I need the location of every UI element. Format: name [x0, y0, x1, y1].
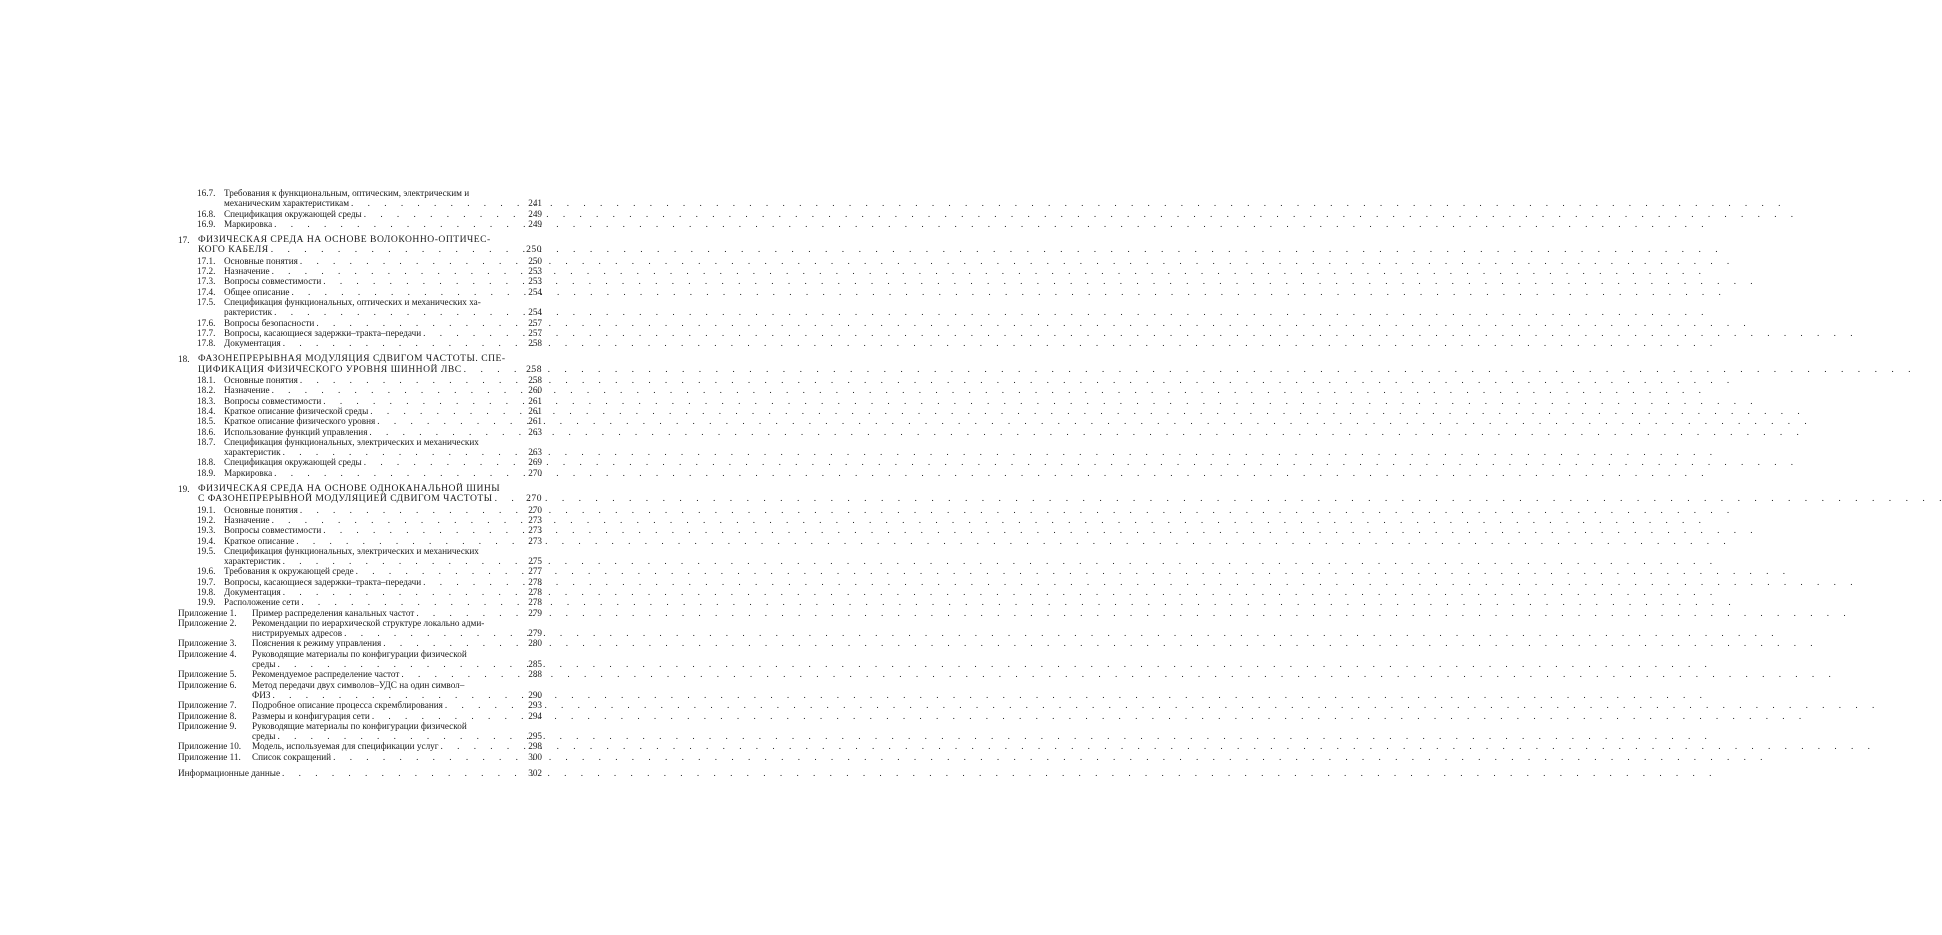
dot-leader — [270, 515, 524, 525]
page-number: 285 — [528, 659, 542, 670]
page-number: 302 — [528, 768, 542, 779]
entry-number: 17.1. — [197, 255, 216, 266]
toc-entry — [178, 297, 542, 318]
toc-entry — [178, 318, 542, 328]
toc-appendix-entry — [178, 721, 542, 742]
toc-line — [197, 437, 542, 447]
toc-appendix-entry — [178, 638, 542, 648]
entry-title: Назначение — [224, 514, 270, 525]
entry-number: 19.9. — [197, 597, 216, 608]
toc-line — [197, 525, 542, 535]
table-of-contents — [178, 188, 542, 778]
dot-leader — [272, 307, 524, 317]
toc-line — [178, 752, 542, 762]
page-number: 278 — [528, 586, 542, 597]
entry-number: Приложение 11. — [178, 751, 241, 762]
entry-title-continuation: характеристик — [224, 447, 281, 458]
dot-leader — [272, 468, 524, 478]
toc-line — [178, 741, 542, 751]
entry-title: Общее описание — [224, 286, 290, 297]
entry-title: Маркировка — [224, 467, 273, 478]
toc-appendix-entry — [178, 711, 542, 721]
entry-number: 18.3. — [197, 395, 216, 406]
toc-line — [197, 375, 542, 385]
entry-number: 18.5. — [197, 416, 216, 427]
toc-line — [197, 266, 542, 276]
dot-leader — [381, 638, 524, 648]
page-number: 253 — [528, 276, 542, 287]
entry-title: Требования к функциональным, оптическим, электрическим и — [224, 188, 470, 198]
entry-number: Приложение 6. — [178, 679, 237, 690]
page-number: 270 — [528, 467, 542, 478]
entry-title: Документация — [224, 338, 281, 349]
toc-line-continuation — [197, 447, 542, 457]
entry-number: 19.4. — [197, 535, 216, 546]
page-number: 249 — [528, 208, 542, 219]
entry-number: 19.7. — [197, 576, 216, 587]
toc-line — [178, 649, 542, 659]
toc-line — [197, 566, 542, 576]
toc-entry — [178, 406, 542, 416]
toc-entry — [178, 505, 542, 515]
page-number: 269 — [528, 457, 542, 468]
toc-line — [178, 700, 542, 710]
toc-line — [178, 721, 542, 731]
toc-line-continuation — [178, 659, 542, 669]
entry-title: Спецификация функциональных, электрических и механических — [224, 436, 479, 447]
toc-line — [197, 427, 542, 437]
entry-title: Вопросы совместимости — [224, 395, 322, 406]
toc-line-continuation — [197, 556, 542, 566]
toc-entry — [178, 276, 542, 286]
toc-line-continuation — [178, 245, 542, 255]
entry-number: 19.8. — [197, 586, 216, 597]
entry-title: Краткое описание физической среды — [224, 405, 369, 416]
page-number: 257 — [528, 327, 542, 338]
dot-leader — [321, 525, 524, 535]
toc-line — [197, 505, 542, 515]
toc-entry — [178, 385, 542, 395]
entry-number: 19.5. — [197, 545, 216, 556]
entry-number: Приложение 5. — [178, 669, 237, 680]
entry-number: 19.3. — [197, 525, 216, 536]
entry-number: 17.6. — [197, 317, 216, 328]
toc-entry — [178, 597, 542, 607]
dot-leader — [270, 266, 524, 276]
page-number: 290 — [528, 689, 542, 700]
entry-number: 18.7. — [197, 436, 216, 447]
dot-leader — [298, 505, 524, 515]
toc-line — [197, 287, 542, 297]
page-number: 249 — [528, 218, 542, 229]
toc-appendix-entry — [178, 608, 542, 618]
dot-leader — [421, 328, 524, 338]
entry-title: Рекомендуемое распределение частот — [252, 669, 400, 680]
page-number: 300 — [528, 751, 542, 762]
entry-title: Вопросы, касающиеся задержки–тракта–передачи — [224, 576, 422, 587]
dot-leader — [270, 385, 524, 395]
entry-title: ФИЗИЧЕСКАЯ СРЕДА НА ОСНОВЕ ОДНОКАНАЛЬНОЙ ШИНЫ — [198, 483, 501, 495]
dot-leader — [414, 608, 524, 618]
entry-title: Документация — [224, 586, 281, 597]
page-number: 257 — [528, 317, 542, 328]
toc-entry — [178, 287, 542, 297]
entry-number: Приложение 1. — [178, 607, 237, 618]
dot-leader — [314, 318, 524, 328]
entry-number: Приложение 7. — [178, 700, 237, 711]
dot-leader — [321, 276, 524, 286]
page-number: 258 — [528, 375, 542, 386]
toc-line-continuation — [178, 494, 542, 504]
toc-line-continuation — [197, 198, 542, 208]
entry-title: Спецификация функциональных, оптических и механических ха- — [224, 296, 481, 307]
entry-title-continuation: КОГО КАБЕЛЯ — [198, 244, 269, 256]
toc-line — [178, 638, 542, 648]
page-number: 280 — [528, 638, 542, 649]
entry-number: 18.8. — [197, 457, 216, 468]
entry-number: 18.4. — [197, 405, 216, 416]
dot-leader — [299, 597, 524, 607]
entry-title: Требования к окружающей среде — [224, 566, 354, 577]
entry-title: Рекомендации по иерархической структуре локально адми- — [252, 617, 485, 628]
entry-number: Приложение 3. — [178, 638, 237, 649]
entry-title-continuation: ЦИФИКАЦИЯ ФИЗИЧЕСКОГО УРОВНЯ ШИННОЙ ЛВС — [198, 363, 462, 375]
toc-line — [178, 768, 542, 778]
entry-title-continuation: нистрируемых адресов — [252, 628, 343, 639]
toc-chapter-entry — [178, 484, 542, 505]
page-number: 260 — [528, 385, 542, 396]
toc-entry — [178, 566, 542, 576]
page-number: 278 — [528, 597, 542, 608]
toc-line-continuation — [178, 731, 542, 741]
page-number: 253 — [528, 266, 542, 277]
entry-number: 18. — [178, 354, 190, 365]
dot-leader — [493, 494, 524, 504]
entry-title: Руководящие материалы по конфигурации физической — [252, 648, 467, 659]
page-number: 250 — [528, 255, 542, 266]
toc-line — [178, 711, 542, 721]
dot-leader — [269, 245, 524, 255]
toc-entry — [178, 266, 542, 276]
entry-title: Краткое описание физического уровня — [224, 416, 376, 427]
entry-title-continuation: характеристик — [224, 556, 281, 567]
toc-appendix-entry — [178, 618, 542, 639]
entry-title: ФИЗИЧЕСКАЯ СРЕДА НА ОСНОВЕ ВОЛОКОННО-ОПТИЧЕС- — [198, 234, 491, 246]
entry-title: Вопросы, касающиеся задержки–тракта–передачи — [224, 327, 422, 338]
page-number: 293 — [528, 700, 542, 711]
entry-number: 17.8. — [197, 338, 216, 349]
page-number: 278 — [528, 576, 542, 587]
toc-line — [197, 577, 542, 587]
toc-line — [197, 328, 542, 338]
toc-entry — [178, 587, 542, 597]
entry-title: Пример распределения канальных частот — [252, 607, 415, 618]
entry-title: Модель, используемая для спецификации услуг — [252, 741, 439, 752]
page-number: 275 — [528, 556, 542, 567]
dot-leader — [271, 690, 525, 700]
dot-leader — [462, 365, 524, 375]
entry-number: 19. — [178, 484, 190, 495]
entry-number: 17.4. — [197, 286, 216, 297]
toc-entry — [178, 577, 542, 587]
entry-title: Назначение — [224, 266, 270, 277]
toc-line — [197, 297, 542, 307]
entry-title-continuation: среды — [252, 731, 276, 742]
dot-leader — [342, 628, 524, 638]
entry-title: Информационные данные — [178, 768, 281, 779]
dot-leader — [443, 700, 524, 710]
entry-number: 17.7. — [197, 327, 216, 338]
toc-entry — [178, 437, 542, 458]
dot-leader — [275, 731, 524, 741]
page-number: 263 — [528, 426, 542, 437]
dot-leader — [294, 536, 524, 546]
toc-line — [197, 597, 542, 607]
toc-line — [197, 318, 542, 328]
page-number: 261 — [528, 395, 542, 406]
toc-line-continuation — [197, 307, 542, 317]
toc-entry — [178, 219, 542, 229]
entry-number: 17. — [178, 235, 190, 246]
entry-number: 19.6. — [197, 566, 216, 577]
toc-line — [197, 416, 542, 426]
dot-leader — [367, 427, 524, 437]
entry-number: 16.9. — [197, 218, 216, 229]
toc-line — [197, 338, 542, 348]
toc-line — [197, 396, 542, 406]
page-number: 270 — [528, 504, 542, 515]
toc-appendix-entry — [178, 669, 542, 679]
toc-entry — [178, 536, 542, 546]
dot-leader — [421, 577, 524, 587]
page-number: 258 — [528, 338, 542, 349]
toc-line — [197, 276, 542, 286]
entry-title: Спецификация функциональных, электрических и механических — [224, 545, 479, 556]
entry-title: Маркировка — [224, 218, 273, 229]
toc-entry — [178, 209, 542, 219]
dot-leader — [439, 741, 524, 751]
entry-title: Пояснения к режиму управления — [252, 638, 382, 649]
dot-leader — [370, 711, 524, 721]
entry-title: Вопросы совместимости — [224, 276, 322, 287]
toc-line-continuation — [178, 628, 542, 638]
dot-leader — [331, 752, 524, 762]
toc-entry — [178, 457, 542, 467]
entry-number: 18.2. — [197, 385, 216, 396]
toc-line — [178, 680, 542, 690]
page-number: 273 — [528, 514, 542, 525]
page-number: 261 — [528, 405, 542, 416]
entry-title: Вопросы совместимости — [224, 525, 322, 536]
dot-leader — [298, 256, 524, 266]
toc-line — [197, 385, 542, 395]
dot-leader — [298, 375, 524, 385]
entry-number: 16.7. — [197, 188, 216, 198]
toc-appendix-entry — [178, 680, 542, 701]
dot-leader — [275, 659, 524, 669]
toc-appendix-entry — [178, 752, 542, 762]
dot-leader — [281, 587, 524, 597]
dot-leader — [289, 287, 524, 297]
toc-line — [197, 515, 542, 525]
page-number: 258 — [526, 363, 542, 375]
toc-line — [197, 256, 542, 266]
page-number: 273 — [528, 525, 542, 536]
entry-title-continuation: С ФАЗОНЕПРЕРЫВНОЙ МОДУЛЯЦИЕЙ СДВИГОМ ЧАСТОТЫ — [198, 493, 493, 505]
entry-number: 18.1. — [197, 375, 216, 386]
entry-title: Основные понятия — [224, 375, 298, 386]
toc-entry — [178, 338, 542, 348]
entry-number: Приложение 4. — [178, 648, 237, 659]
toc-line — [197, 536, 542, 546]
toc-entry — [178, 328, 542, 338]
toc-entry — [178, 416, 542, 426]
dot-leader — [281, 556, 524, 566]
toc-line — [197, 468, 542, 478]
toc-entry — [178, 188, 542, 209]
page-number: 270 — [526, 493, 542, 505]
entry-title: Подробное описание процесса скремблирования — [252, 700, 443, 711]
toc-appendix-entry — [178, 649, 542, 670]
entry-number: 16.8. — [197, 208, 216, 219]
entry-title: Краткое описание — [224, 535, 295, 546]
entry-number: 17.5. — [197, 296, 216, 307]
toc-appendix-entry — [178, 700, 542, 710]
entry-number: 19.2. — [197, 514, 216, 525]
page-number: 254 — [528, 307, 542, 318]
dot-leader — [281, 338, 524, 348]
dot-leader — [280, 768, 524, 778]
entry-title: Руководящие материалы по конфигурации физической — [252, 720, 467, 731]
toc-line — [197, 209, 542, 219]
entry-title: Основные понятия — [224, 504, 298, 515]
dot-leader — [362, 457, 524, 467]
toc-line — [178, 618, 542, 628]
entry-title: Метод передачи двух символов–УДС на один символ– — [252, 679, 465, 690]
page-number: 295 — [528, 731, 542, 742]
dot-leader — [368, 406, 524, 416]
entry-number: Приложение 8. — [178, 710, 237, 721]
toc-entry — [178, 468, 542, 478]
dot-leader — [375, 416, 524, 426]
dot-leader — [399, 669, 524, 679]
toc-line — [178, 669, 542, 679]
toc-line — [197, 587, 542, 597]
page-number: 263 — [528, 447, 542, 458]
page-number: 261 — [528, 416, 542, 427]
document-page — [0, 0, 661, 935]
entry-title: Размеры и конфигурация сети — [252, 710, 370, 721]
toc-entry — [178, 768, 542, 778]
entry-number: 17.3. — [197, 276, 216, 287]
entry-title: Расположение сети — [224, 597, 300, 608]
entry-number: 18.6. — [197, 426, 216, 437]
toc-line — [197, 406, 542, 416]
entry-title: Использование функций управления — [224, 426, 368, 437]
toc-appendix-entry — [178, 741, 542, 751]
toc-entry — [178, 525, 542, 535]
toc-entry — [178, 396, 542, 406]
entry-number: 17.2. — [197, 266, 216, 277]
dot-leader — [321, 396, 524, 406]
toc-line — [178, 608, 542, 618]
toc-chapter-entry — [178, 354, 542, 375]
entry-title-continuation: механическим характеристикам — [224, 198, 350, 209]
dot-leader — [354, 566, 524, 576]
toc-line — [197, 457, 542, 467]
toc-line-continuation — [178, 690, 542, 700]
toc-line — [197, 219, 542, 229]
entry-number: Приложение 2. — [178, 617, 237, 628]
toc-entry — [178, 546, 542, 567]
toc-chapter-entry — [178, 235, 542, 256]
toc-line-continuation — [178, 365, 542, 375]
entry-title-continuation: ФИЗ — [252, 689, 271, 700]
dot-leader — [272, 219, 524, 229]
page-number: 279 — [528, 628, 542, 639]
entry-title: Вопросы безопасности — [224, 317, 315, 328]
entry-title: Спецификация окружающей среды — [224, 457, 362, 468]
entry-number: Приложение 9. — [178, 720, 237, 731]
page-number: 298 — [528, 741, 542, 752]
toc-entry — [178, 375, 542, 385]
page-number: 273 — [528, 535, 542, 546]
entry-title-continuation: среды — [252, 659, 276, 670]
page-number: 254 — [528, 286, 542, 297]
entry-number: Приложение 10. — [178, 741, 242, 752]
entry-title: Спецификация окружающей среды — [224, 208, 362, 219]
entry-title: Список сокращений — [252, 751, 332, 762]
page-number: 250 — [526, 244, 542, 256]
entry-number: 18.9. — [197, 467, 216, 478]
entry-title-continuation: рактеристик — [224, 307, 273, 318]
dot-leader — [349, 198, 524, 208]
toc-entry — [178, 427, 542, 437]
page-number: 277 — [528, 566, 542, 577]
dot-leader — [362, 209, 524, 219]
page-number: 241 — [528, 198, 542, 209]
page-number: 288 — [528, 669, 542, 680]
page-number: 279 — [528, 607, 542, 618]
entry-number: 19.1. — [197, 504, 216, 515]
dot-leader — [281, 447, 524, 457]
page-number: 294 — [528, 710, 542, 721]
entry-title: Основные понятия — [224, 255, 298, 266]
toc-line — [197, 188, 542, 198]
toc-line — [197, 546, 542, 556]
entry-title: Назначение — [224, 385, 270, 396]
toc-entry — [178, 256, 542, 266]
entry-title: ФАЗОНЕПРЕРЫВНАЯ МОДУЛЯЦИЯ СДВИГОМ ЧАСТОТЫ. СПЕ- — [198, 353, 506, 365]
toc-entry — [178, 515, 542, 525]
